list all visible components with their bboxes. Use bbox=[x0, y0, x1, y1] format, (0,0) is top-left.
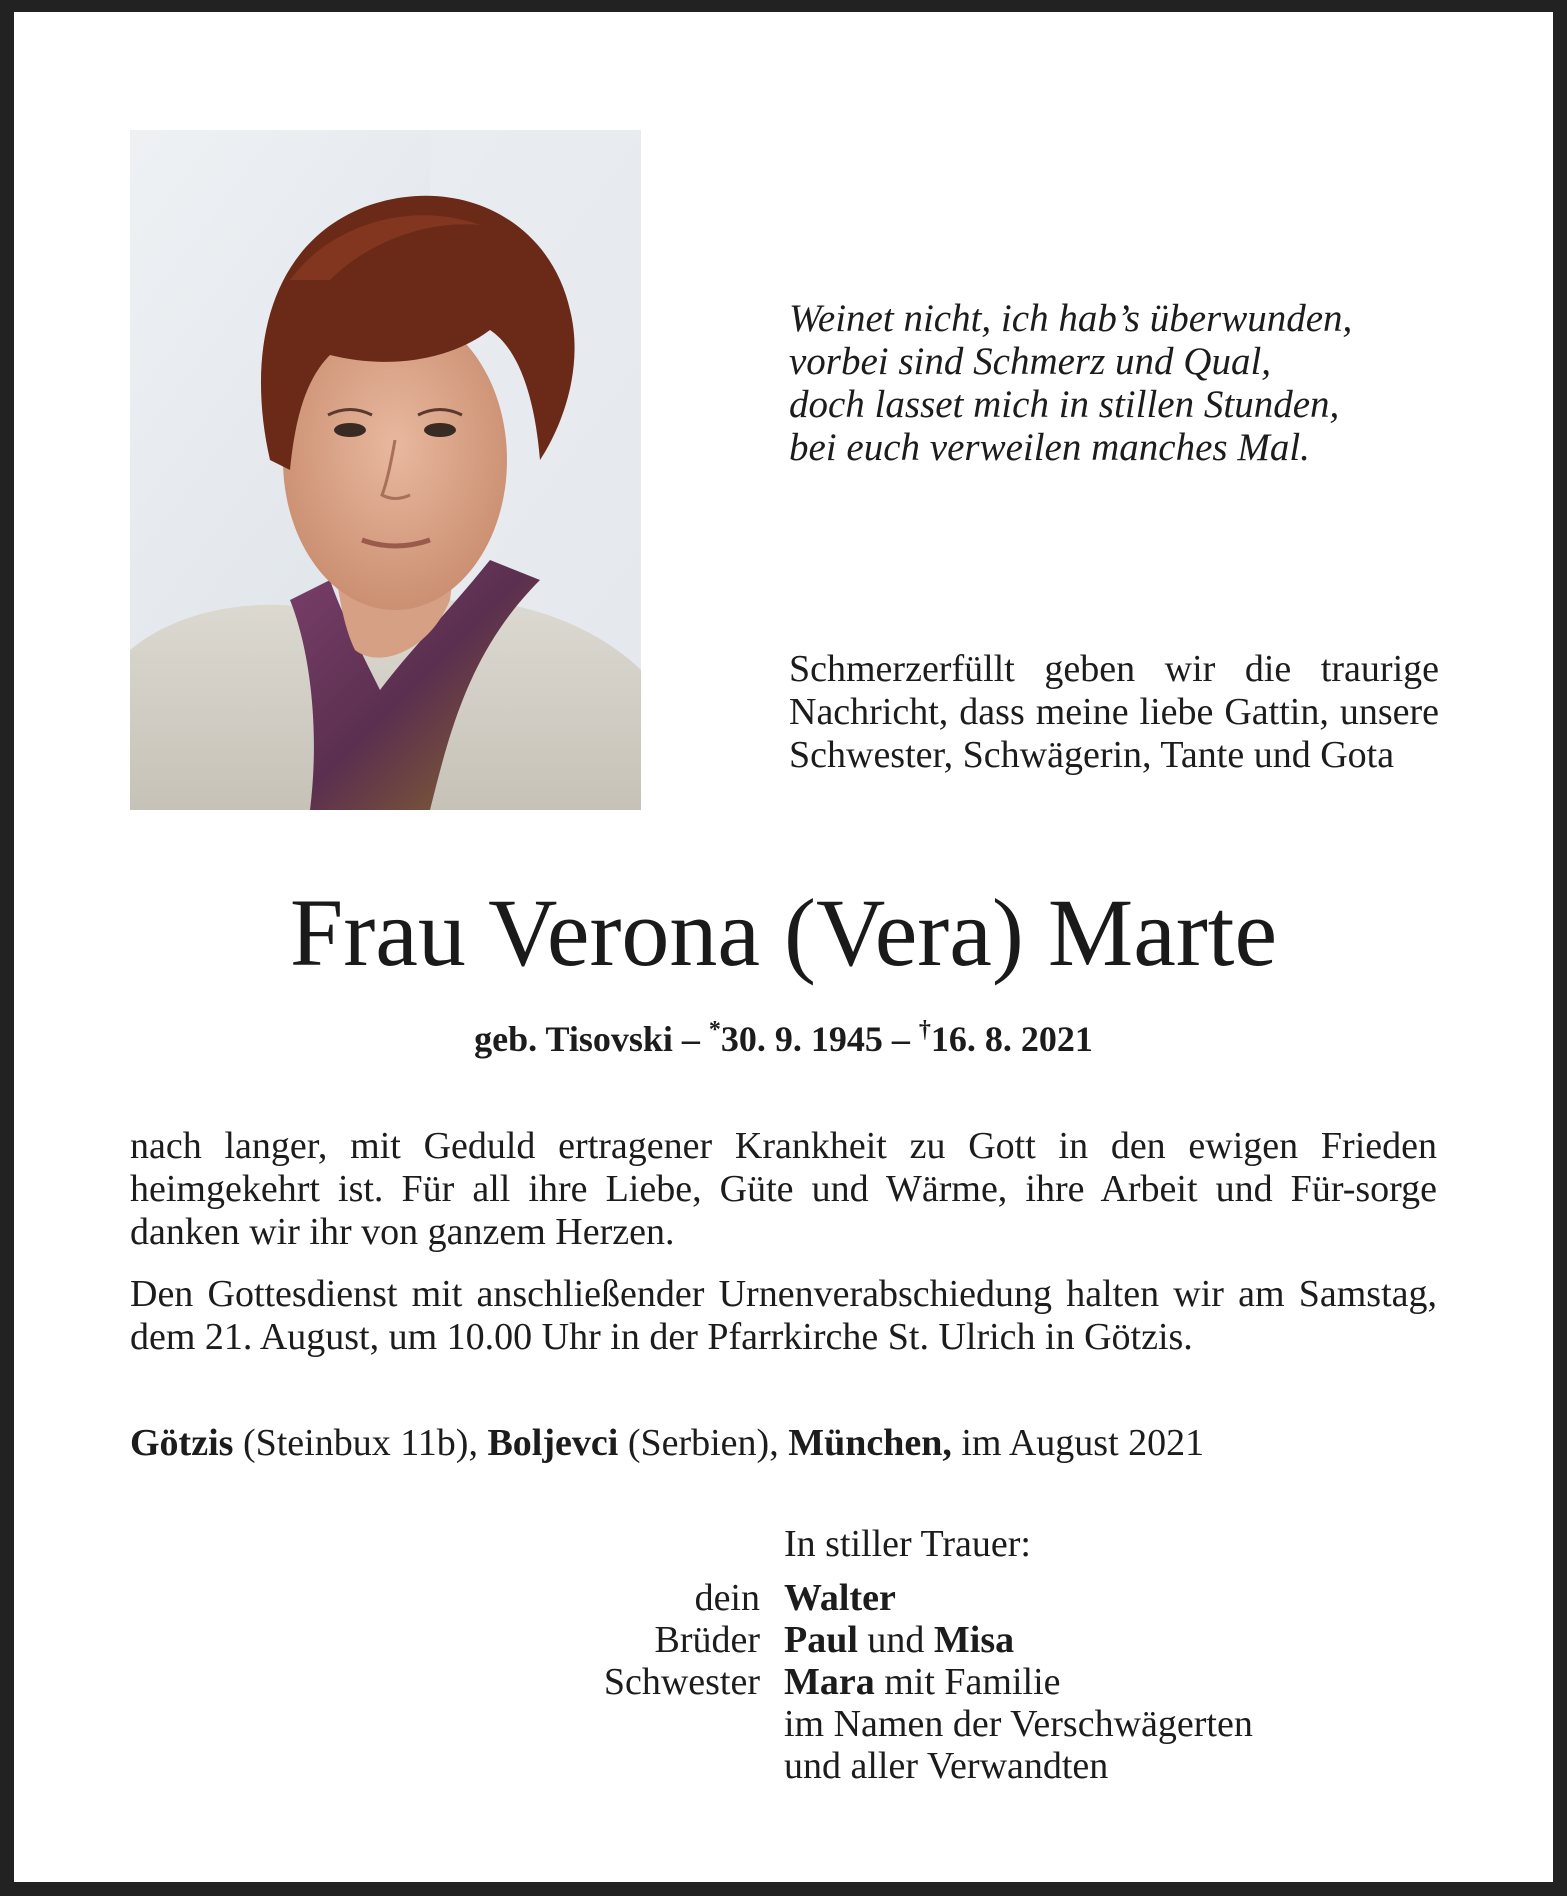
closing-text: im Namen der Verschwägerten bbox=[784, 1703, 1253, 1745]
closing-line bbox=[0, 1703, 1567, 1745]
paragraph-service bbox=[130, 1273, 1437, 1359]
mourners-list bbox=[0, 1577, 1567, 1787]
mourner-name: Walter bbox=[784, 1577, 896, 1619]
mourner-name: Misa bbox=[933, 1619, 1015, 1661]
deceased-name: Frau Verona (Vera) Marte bbox=[289, 879, 1278, 986]
town-muenchen: München, bbox=[788, 1422, 952, 1464]
mourner-names bbox=[784, 1619, 1014, 1661]
portrait-photo bbox=[130, 130, 641, 810]
birth-date: 30. 9. 1945 bbox=[720, 1019, 883, 1059]
paragraph-service-text: Den Gottesdienst mit anschließender Urnenverabschiedung halten wir am Samstag, dem 21. August, um 10.00 Uhr in der Pfarrkirche St. Ulrich in Götzis. bbox=[130, 1273, 1437, 1358]
announcement-intro: Schmerzerfüllt geben wir die traurige Nachricht, dass meine liebe Gattin, unsere Schwester, Schwägerin, Tante und Gota bbox=[789, 648, 1439, 776]
mourner-name: Paul bbox=[784, 1619, 858, 1661]
closing-line bbox=[0, 1745, 1567, 1787]
poem-line: vorbei sind Schmerz und Qual, bbox=[789, 340, 1272, 383]
dash: – bbox=[891, 1019, 910, 1059]
town-boljevci-detail: (Serbien), bbox=[627, 1422, 779, 1464]
place-and-date bbox=[130, 1422, 1437, 1465]
death-date: 16. 8. 2021 bbox=[930, 1019, 1093, 1059]
mourner-row bbox=[0, 1577, 1567, 1619]
mourner-names bbox=[784, 1577, 896, 1619]
dash: – bbox=[681, 1019, 700, 1059]
poem-line: Weinet nicht, ich hab’s überwunden, bbox=[789, 297, 1353, 340]
relation-label: Brüder bbox=[654, 1619, 760, 1661]
connector: und bbox=[867, 1619, 925, 1661]
memorial-poem bbox=[789, 297, 1489, 469]
mourner-suffix: mit Familie bbox=[884, 1661, 1061, 1703]
town-boljevci: Boljevci bbox=[487, 1422, 619, 1464]
paragraph-passing-text: nach langer, mit Geduld ertragener Krankheit zu Gott in den ewigen Frieden heimgekehrt ist. Für all ihre Liebe, Güte und Wärme, ihre Arbeit und Für-sorge danken wir ihr von ganzem Herzen. bbox=[130, 1125, 1437, 1253]
paragraph-passing bbox=[130, 1125, 1437, 1254]
closing-text: und aller Verwandten bbox=[784, 1745, 1109, 1787]
mourning-heading: In stiller Trauer: bbox=[784, 1523, 1031, 1565]
mourner-row bbox=[0, 1661, 1567, 1703]
relation-label: dein bbox=[694, 1577, 760, 1619]
portrait-photo-image bbox=[130, 130, 641, 810]
death-symbol: † bbox=[918, 1017, 931, 1043]
poem-line: bei euch verweilen manches Mal. bbox=[789, 426, 1310, 469]
town-goetzis: Götzis bbox=[130, 1422, 234, 1464]
mourner-name: Mara bbox=[784, 1661, 875, 1703]
town-goetzis-detail: (Steinbux 11b), bbox=[242, 1422, 478, 1464]
mourner-names bbox=[784, 1661, 1061, 1703]
announcement-date: im August 2021 bbox=[961, 1422, 1205, 1464]
mourner-row bbox=[0, 1619, 1567, 1661]
maiden-name: geb. Tisovski bbox=[474, 1019, 673, 1059]
life-dates bbox=[0, 1017, 1567, 1061]
birth-symbol: * bbox=[708, 1017, 721, 1043]
poem-line: doch lasset mich in stillen Stunden, bbox=[789, 383, 1340, 426]
relation-label: Schwester bbox=[603, 1661, 760, 1703]
